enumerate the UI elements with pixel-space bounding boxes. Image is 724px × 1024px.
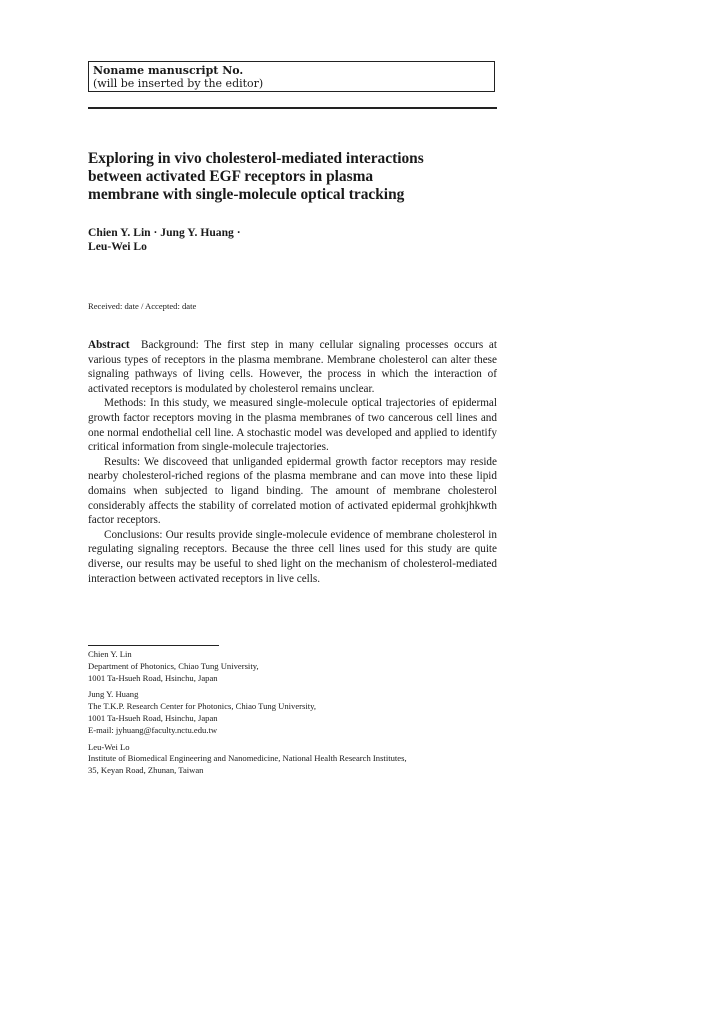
paper-title bbox=[88, 150, 498, 204]
affiliation-line: The T.K.P. Research Center for Photonics, Chiao Tung University, bbox=[88, 701, 317, 712]
email-address[interactable]: E-mail: jyhuang@faculty.nctu.edu.tw bbox=[88, 724, 218, 735]
abstract-paragraph bbox=[88, 338, 497, 396]
abstract-paragraph: Methods: In this study, we measured single-molecule optical trajectories of epidermal growth factor receptors moving in the plasma membranes of two cancerous cell lines and one normal endothelial cell line. A stochastic model was developed and applied to identify critical information from single-molecule trajectories. bbox=[88, 397, 497, 454]
manuscript-info-box bbox=[88, 61, 495, 92]
affiliation-block bbox=[88, 689, 508, 736]
affiliation-line: 1001 Ta-Hsueh Road, Hsinchu, Japan bbox=[88, 712, 218, 723]
author-line: Leu-Wei Lo bbox=[88, 240, 147, 253]
affiliation-line: 1001 Ta-Hsueh Road, Hsinchu, Japan bbox=[88, 672, 218, 683]
affiliation-block bbox=[88, 649, 508, 684]
abstract-label: Abstract bbox=[88, 339, 130, 351]
title-line: membrane with single-molecule optical tracking bbox=[88, 186, 405, 203]
affiliation-name: Jung Y. Huang bbox=[88, 689, 139, 700]
abstract-background: Background: The first step in many cellular signaling processes occurs at various types of receptors in the plasma membrane. Membrane cholesterol can alter these signaling pathways of living cells. However, the process in which the interaction of activated receptors is modulated by cholesterol remains unclear. bbox=[88, 339, 497, 395]
manuscript-number-label: Noname manuscript No. bbox=[93, 64, 244, 77]
received-accepted-date: Received: date / Accepted: date bbox=[88, 301, 197, 311]
affiliation-line: Department of Photonics, Chiao Tung University, bbox=[88, 660, 259, 671]
affiliation-block bbox=[88, 742, 508, 777]
abstract-section bbox=[88, 338, 497, 586]
affiliation-name: Chien Y. Lin bbox=[88, 649, 132, 659]
affiliation-line: Institute of Biomedical Engineering and Nanomedicine, National Health Research Institutes, bbox=[88, 753, 407, 764]
footnote-rule bbox=[88, 645, 219, 646]
affiliation-line: 35, Keyan Road, Zhunan, Taiwan bbox=[88, 765, 204, 776]
author-list bbox=[88, 226, 488, 254]
abstract-paragraph: Results: We discoveed that unliganded epidermal growth factor receptors may reside nearby cholesterol-riched regions of the plasma membrane and can move into these lipid domains when subjected to ligand binding. The amount of membrane cholesterol considerably affects the stability of correlated motion of activated epidermal grohkjhkwth factor receptors. bbox=[88, 455, 497, 527]
affiliation-name: Leu-Wei Lo bbox=[88, 741, 130, 752]
manuscript-editor-note: (will be inserted by the editor) bbox=[93, 77, 264, 90]
abstract-paragraph: Conclusions: Our results provide single-molecule evidence of membrane cholesterol in regulating signaling receptors. Because the three cell lines used for this study are quite diverse, our results may be useful to shed light on the mechanism of cholesterol-mediated interaction between activated receptors in live cells. bbox=[88, 528, 497, 585]
title-line: Exploring in vivo cholesterol-mediated interactions bbox=[88, 150, 424, 167]
author-line: Chien Y. Lin · Jung Y. Huang · bbox=[88, 226, 241, 239]
header-rule bbox=[88, 107, 497, 109]
affiliations bbox=[88, 649, 508, 782]
title-line: between activated EGF receptors in plasma bbox=[88, 168, 374, 185]
